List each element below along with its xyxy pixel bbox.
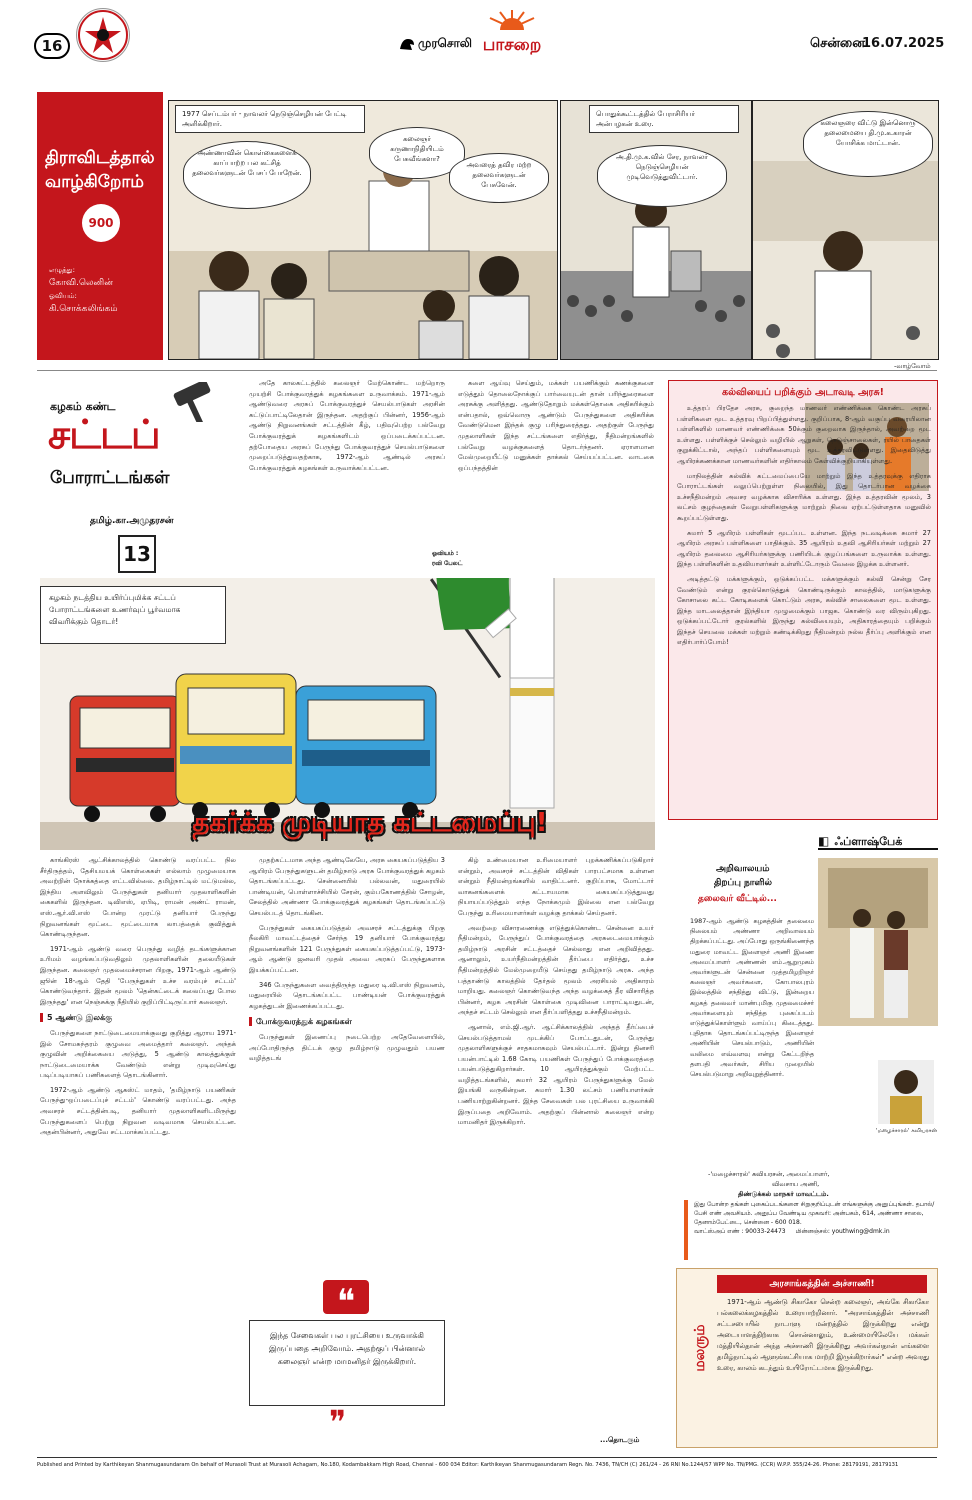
- paragraph: கிழ் உண்மையான உரிமையாளர் புறக்கணிக்கப்படுகிறார் என்றும், அவசரச் சட்டத்தின் விதிகள் பாரபட்சமாக உள்ளன என்றும் நீதிமன்றங்களில் வாதிட்டனர். குறிப்பாக, மோட்டார் வாகனங்களைக் கட்டாயமாக கையகப்படுத்துவது நியாயப்படுத்தும் எந்த நோக்கமும் இல்லை என பல்வேறு பேருந்து உரிமையாளர்கள் வழக்கு தாக்கல் செய்தனர்.: [458, 856, 654, 917]
- supplement-logo: [472, 8, 552, 54]
- comic-episode-badge: [82, 204, 120, 242]
- paragraph: 1972-ஆம் ஆண்டு ஆகஸ்ட் மாதம், 'தமிழ்நாடு பயணிகள் பேருந்து-ஒப்படைப்புச் சட்டம்' கொண்டு வரப்பட்டது. அந்த அவசரச் சட்டத்தின்படி, தனியார் முதலாளிகளிடமிருந்து பேருந்துகளைப் பெற்று நிறுவன வடிவமாக செயல்பட்டன. அதன்பின்னர், அதுவே சட்டமாக்கப்பட்டது.: [40, 1085, 236, 1137]
- sidebar-news-box: [668, 380, 938, 820]
- comic-panel-1: [168, 100, 558, 360]
- page-number-text: 16: [41, 37, 63, 55]
- feature-body-col-3: [458, 855, 654, 1430]
- email-address[interactable]: மின்னஞ்சல்: youthwing@dmk.in: [795, 1228, 890, 1235]
- sidebar-news-body: [677, 403, 931, 815]
- comic-bubble-1: அண்ணாவின் கொள்கைகளைக் காப்பாற்ற பல கட்சித் தலைவர்களுடன் பேசப் போறேன்.: [183, 141, 311, 209]
- comic-series-title: திராவிடத்தால் வாழ்கிறோம்: [45, 148, 155, 192]
- footer-imprint: Published and Printed by Karthikeyan Shanmugasundaram On behalf of Murasoli Trust at Murasoli Achagam, No.180, Kodambakkam High Road, Chennai - 600 034 Editor: Karthikeyan Shanmugasundaram Regn. No. 7436, TN/CH (C) 261/24 - 26 RNI No.1244/57 WPP No. TN/PMG. (CCR) W.P.P. 355/24-26. Phone: 28179191, 28179131: [37, 1457, 937, 1469]
- comic-bubble-4: அ.தி.மு.க.வில் சேர, நாவலர் நெடுஞ்செழியன் முடிவெடுத்துவிட்டார்.: [597, 145, 727, 207]
- sidebar-news-title: கல்வியைப் பறிக்கும் அடாவடி அரசு!: [722, 387, 884, 398]
- comic-bubble-2: கலைஞர் கருணாநிதியிடம் பேசுவீங்களா?: [369, 127, 465, 179]
- comic-title-box: [37, 92, 163, 360]
- flashback-photo: [818, 858, 938, 1026]
- comic-bubble-5: கலைஞரை விட்டு இன்னொரு தலைமையை தி.மு.க.காரன் யோசிக்க மாட்டான்.: [803, 111, 933, 177]
- flashback-invite: இது போன்ற தங்கள் புகைப்படங்களை சிறுகுறிப்புடன் எங்களுக்கு அனுப்புங்கள். தபால்/பேசி எண் அவசியம். அனுப்ப வேண்டிய முகவரி: அன்பகம், 614, அண்ணா சாலை, தேனாம்பேட்டை, சென்னை - 600 018.: [694, 1201, 935, 1226]
- paper-name: முரசொலி: [418, 36, 472, 50]
- flashback-portrait: [878, 1060, 934, 1124]
- flashback-header: [818, 830, 938, 850]
- comic-caption-1: 1977 செப்டம்பர் - நாவலர் நெடுஞ்செழியன் பேட்டி அளிக்கிறார்.: [175, 105, 365, 133]
- contact-row: [694, 1227, 938, 1236]
- comic-caption-2: பொதுக்கூட்டத்தில் பேராசிரியர் அன்பழகன் உரை.: [589, 105, 739, 133]
- subheading-transport-corporations: போக்குவரத்துக் கழகங்கள்: [249, 1017, 445, 1028]
- feature-continued: ...தொடரும்: [600, 1436, 640, 1444]
- paragraph: 346 பேருந்துகளை வைத்திருந்த மதுரை டி.வி.எஸ் நிறுவனம், மதுரையில் தொடங்கப்பட்ட பாண்டியன் போக்குவரத்துக் கழகத்துடன் இணைக்கப்பட்டது.: [249, 980, 445, 1010]
- flashback-credit-2: விவசாய அணி,: [772, 1180, 820, 1188]
- flashback-photo-caption: 'மழைச்சாரல்' கவியரசன்: [876, 1128, 937, 1134]
- feature-kicker: கழகம் கண்ட: [50, 400, 116, 413]
- whatsapp-number: வாட்ஸ்அப் எண் : 90033-24473: [694, 1228, 786, 1235]
- paragraph: பேருந்துகள் கையகப்படுத்தல் அவசரச் சட்டத்துக்கு பிறகு நீலகிரி மாவட்டத்தைச் சேர்ந்த 19 தனியார் போக்குவரத்து நிறுவனங்களின் 121 பேருந்துகள் கையகப்படுத்தப்பட்டு, 1973-ஆம் ஆண்டு ஜனவரி முதல் அவை அரசுப் பேருந்துகளாக இயக்கப்பட்டன.: [249, 923, 445, 974]
- flashback-title-1: அறிவாலயம்: [716, 864, 770, 874]
- part-number-badge: [118, 535, 156, 573]
- paragraph: மாநிலத்தின் கல்விக் கட்டமைப்பையே மாற்றும் இந்த உத்தரவுக்கு எதிராக போராட்டங்கள் வலுப்பெற்றுள்ள நிலையில், இது தொடர்பான வழக்கை உச்சநீதிமன்றம் அவசர வழக்காக விசாரிக்க உள்ளது. இந்த உத்தரவின் மூலம், 3 லட்சம் குழந்தைகள் வேறுபள்ளிகளுக்கு மாற்றும் நிலை ஏற்பட்டுள்ளதாக மனுவில் கூறப்பட்டுள்ளது.: [677, 471, 931, 522]
- paragraph: 1987-ஆம் ஆண்டு கழகத்தின் தலைமை நிலையம் அண்ணா அறிவாலயம் திறக்கப்பட்டது. அப்போது ஒருங்கிணைந்த மதுரை மாவட்ட இளைஞர் அணி இணை அமைப்பாளர் அண்ணன் எம்.ஆறுமுகம் அவர்களுடன் சென்னை முத்தமிழறிஞர் கலைஞர் அவர்களை, கோபாலபுரம் இல்லத்தில் சந்தித்து விட்டு, இன்றைய கழகத் தலைவர் மாண்புமிகு முதலமைச்சர் அவர்களையும் சந்தித்த புகைப்படம் எடுத்துக்கொள்ளும் வாய்ப்பு கிடைத்தது. புதிதாக தொடங்கப்பட்டிருந்த இளைஞர் அணியின் செயல்பாடும், அணியின் வலிமை எவ்வளவு என்று கேட்டறிந்த தளபதி அவர்கள், சிரிய முறையில் செயல்படுமாறு அறிவுறுத்தினார்.: [690, 917, 814, 1079]
- paragraph: அதே காலகட்டத்தில் கலைஞர் மேற்கொண்ட மற்றொரு முயற்சி போக்குவரத்துக் கழகங்களை உருவாக்கம். 1971-ஆம் ஆண்டுவரை அரசுப் போக்குவரத்துச் செயல்பாடுகள் அரசின் கட்டுப்பாட்டிலேதான் இருந்தன. அதற்குப் பின்னர், 1956-ஆம் ஆண்டு நிறுவனங்கள் சட்டத்தின் கீழ், பதிவுபெற்ற பல்வேறு போக்குவரத்துக் கழகங்களிடம் ஒப்படைக்கப்பட்டன. தற்போதைய அரசுப் பேருந்து போக்குவரத்துச் செயல்பாடுகளை முறைப்படுத்துவதற்காக, 1972-ஆம் ஆண்டில் அரசுப் போக்குவரத்துக் கழகங்கள் உருவாக்கப்பட்டன.: [249, 379, 445, 472]
- part-number-text: 13: [123, 542, 151, 566]
- paragraph: 1971-ஆம் ஆண்டு வரை பெருந்து வழித் தடங்களுக்கான உரிமம் வழங்கப்படுவதிலும் முதலாளிகளின் தலையீடுகள் இருந்தன. கலைஞர் முதலமைச்சரான பிறகு, 1971-ஆம் ஆண்டு ஜூன் 18-ஆம் தேதி 'பேருந்துகள் உச்ச வரம்புச் சட்டம்' கொண்டுவந்தார். இதன் மூலம் 'தென்கட்டைக் கலைப்பது போல இருந்தது' என நெஞ்சுக்கு நீதியில் குறிப்பிட்டிருப்பார் கலைஞர்.: [40, 944, 236, 1006]
- comic-writer: கோவி.லெனின்: [49, 278, 113, 288]
- feature-headline: தகர்க்க முடியாத கட்டமைப்பு!: [192, 808, 548, 838]
- feature-title-big: சட்டப்: [48, 412, 160, 458]
- rooster-icon: [398, 35, 416, 53]
- flashback-title-2: திறப்பு நாளில்: [714, 878, 772, 888]
- illustrator-label: ஓவியம் :: [432, 550, 459, 557]
- history-body: [717, 1297, 929, 1443]
- feature-top-col-1: [249, 378, 445, 538]
- flashback-credit-3: திண்டுக்கல் மாநகர் மாவட்டம்.: [738, 1190, 829, 1198]
- feature-intro-box: [40, 586, 226, 644]
- paragraph: உத்தரப் பிரதேச அரசு, குறைந்த மாணவர் எண்ணிக்கை கொண்ட அரசுப் பள்ளிகளை மூட உத்தரவு பிறப்பித்துள்ளது. குறிப்பாக, 8-ஆம் வகுப்பு வரையிலான பள்ளிகளில் மாணவர் எண்ணிக்கை 50க்கும் குறைவாக இருந்தால், அவற்றை மூட உள்ளது. பள்ளிக்குச் செல்லும் வழியில் ஆறுகள், நெடுஞ்சாலைகள், ரயில் பாதைகள் குறுக்கிட்டால், அந்தப் பள்ளிகளையும் மூட உத்தரவிட்டுள்ளது. இதைவிடுத்து ஆயிரக்கணக்கான மாணவர்களின் எதிர்காலம் கேள்விக்குறியாகியுள்ளது.: [677, 404, 931, 465]
- paragraph: காங்கிரஸ் ஆட்சிக்காலத்தில் கொண்டு வரப்பட்ட நில சீர்திருத்தம், தேசியமயக் கொள்கைகள் எல்லாம் முழுமையாக அவற்றின் நோக்கத்தை எட்டவில்லை. தமிழ்நாட்டில் மட்டுமல்ல, இந்திய அளவிலும் பேருந்துகள் தனியார் முதலாளிகளின் கைகளில் இருந்தன. டிவிஎஸ், ஏபிடி, ராமன் அண்ட் ராமன், எஸ்.ஆர்.வி.எஸ் போன்ற முரட்டு தனியார் பேருந்து நிறுவனங்கள் மூட்டை மூட்டையாக லாபத்தைக் குவித்துக் கொண்டிருந்தன.: [40, 856, 236, 939]
- history-title: அரசாங்கத்தின் அச்சாணி!: [717, 1275, 927, 1293]
- press-conference-illustration: [169, 101, 557, 359]
- rally-speech-illustration: [561, 101, 751, 359]
- paragraph: களை ஆய்வு செய்தும், மக்கள் பயணிக்கும் கணக்குகளை எடுத்தும் தொலைநோக்குப் பார்வையுடன் தான் பரிந்துரைகளை அரசுக்கு அளித்தது. ஆண்டுதோறும் மக்கள்தொகை அதிகரிக்கும் என்பதால், ஒவ்வொரு ஆண்டும் பேருந்துகளை அதிகரிக்க வேண்டுமென இந்தக் குழு பரிந்துரைத்தது. அதற்குள் பேருந்து முதலாளிகள் இந்த சட்டங்களை எதிர்த்து, நீதிமன்றங்களில் பல்வேறு வழக்குகளைத் தொடர்ந்தனர். ஏராளமான மேல்முறையீட்டு மனுக்கள் தாக்கல் செய்யப்பட்டன. வாடகை ஒப்பந்தத்தின்: [458, 379, 654, 472]
- supplement-name: பாசறை: [482, 35, 542, 55]
- comic-panel-3: [752, 100, 939, 360]
- pull-quote-box: [249, 1320, 445, 1406]
- feature-masthead: [40, 380, 240, 500]
- pull-quote: [249, 1280, 445, 1440]
- flashback-box: [668, 830, 938, 1240]
- comic-writer-label: எழுத்து:: [49, 266, 75, 274]
- paragraph: பேருந்துகள் இணைப்பு நடைபெற்ற அதேவேளையில், அப்போதிருந்த திட்டக் குழு தமிழ்நாடு முழுவதும் பயண வழித்தடங்: [249, 1032, 445, 1063]
- divider: [37, 370, 937, 371]
- comic-bubble-3: அவரைத் தவிர மற்ற தலைவர்களுடன் பேசுவேன்.: [449, 153, 549, 203]
- illustrator-name: ரவி பேலட்: [432, 560, 463, 567]
- subheading-five-year-target: 5 ஆண்டு இலக்கு: [40, 1013, 236, 1024]
- history-box: [676, 1268, 938, 1448]
- quote-open-icon: ❝: [323, 1280, 369, 1314]
- feature-title-small: போராட்டங்கள்: [50, 468, 170, 488]
- quote-close-icon: ❞: [329, 1403, 347, 1441]
- paragraph: அடித்தட்டு மக்களுக்கும், ஒடுக்கப்பட்ட மக்களுக்கும் கல்வி சென்று சேர வேண்டும் என்று குரல்கொடுத்துக் கொண்டிருக்கும் காலத்தில், மாடுகளுக்கு கோசாலை கட்ட கோடிகளைக் கொட்டும் அரசு, கல்விச் சாலைகளை மூட உள்ளது. இந்த மாடலைத்தான் இந்தியா முழுமைக்கும் பாஜக. கொண்டு வர விரும்புகிறது. ஒடுக்கப்பட்டோர் குரல்களில் இருந்து கல்வியையும், அதிகாரத்தையும் பறிக்கும் இந்தச் செயலை மக்கள் மற்றும் கண்டிக்கிறது நீதிமன்றம் நல்ல தீர்ப்பு அளிக்கும் என எதிர்பார்ப்போம்!: [677, 574, 931, 647]
- header-date: 16.07.2025: [862, 36, 945, 51]
- paragraph: ஆனால், எம்.ஜி.ஆர். ஆட்சிக்காலத்தில் அந்தத் தீர்ப்பைச் செயல்படுத்தாமல் முடக்கிப் போட்டதுடன், பேருந்து முதலாளிகளுக்குச் சாதகமாகவும் செயல்பட்டார். இன்று தினசரி பயன்பாட்டில் 1.68 கோடி பயணிகள் பேருந்துப் போக்குவரத்தை பயன்படுத்துகிறார்கள். 10 ஆயிரத்துக்கும் மேற்பட்ட வழித்தடங்களில், சுமார் 32 ஆயிரம் பேருந்துகளுக்கு மேல் இயங்கி வருகின்றன. சுமார் 1.30 லட்சம் பணியாளர்கள் பணியாற்றுகின்றனர். இந்த சேவைகள் பல புரட்சியை உருவாக்கி இருப்பதை அறிவோம். அதற்குப் பின்னால் கலைஞர் என்ற மாமனிதர் இருக்கிறார்.: [458, 1022, 654, 1127]
- page-header: [0, 0, 972, 58]
- logo-emblem-icon: [76, 8, 130, 62]
- feature-body-col-1: [40, 855, 236, 1435]
- feature-author: தமிழ்.கா.அமுதரசன்: [90, 516, 174, 526]
- comic-artist-label: ஓவியம்:: [49, 292, 77, 300]
- flashback-title-3: தலைவர் வீட்டில்...: [698, 894, 777, 904]
- sunrise-icon: [472, 8, 552, 30]
- history-side-label: மலரும்: [692, 1324, 708, 1372]
- flashback-label: ஃப்ளாஷ்பேக்: [834, 835, 903, 848]
- feature-top-col-2: [458, 378, 654, 538]
- paragraph: 1971-ஆம் ஆண்டு சிகாகோ சென்ற கலைஞர், அங்கே சிகாகோ பல்கலைக்கழகத்தில் உரையாற்றினார். "அரசாங்கத்தின் அச்சாணி சட்டசபையில் நாடாளு மன்றத்தில் இருக்கிறது என்று அடையாளத்திற்காக சொன்னாலும், உண்மையிலேயே மக்கள் மத்தியில்தான் அந்த அச்சாணி இருக்கிறது அவர்கள்தான் எங்களை தமிழ்நாட்டில் ஆளுங்கட்சியாக மாற்றி இருக்கிறார்கள்" என்ற அவரது உரை, காலம் கடந்தும் உயிரோட்டமாக இருக்கிறது.: [717, 1298, 929, 1372]
- camera-icon: ◧: [818, 834, 830, 848]
- flashback-invite-box: [684, 1200, 938, 1260]
- comic-episode-number: 900: [88, 216, 114, 230]
- comic-continued: -வாழ்வோம்: [894, 362, 931, 370]
- paragraph: அவற்றை விசாரணைக்கு எடுத்துக்கொண்ட சென்னை உயர் நீதிமன்றம், பேருந்துப் போக்குவரத்தை அரசுடைமையாக்கும் தமிழ்நாடு அரசின் சட்டத்தைச் செல்லாது என அறிவித்தது. ஆனாலும், உயர்நீதிமன்றத்தின் தீர்ப்பை எதிர்த்து, உச்ச நீதிமன்றத்தில் மேல்முறையீடு செய்தது தமிழ்நாடு அரசு. அந்த பத்தாண்டு காலத்தில் தேர்தல் மூலம் அரசியல் அதிகாரம் மாறியது. கலைஞர் கொண்டுவந்த அந்த வழக்கைத் தீர விசாரித்த பின்னர், கழக அரசின் கொள்கை முடிவினை பாராட்டியதுடன், அந்தச் சட்டம் செல்லும் என தீர்ப்பளித்தது உச்சநீதிமன்றம்.: [458, 923, 654, 1017]
- header-city: சென்னை: [810, 36, 865, 51]
- page-number: [34, 33, 70, 59]
- paragraph: சுமார் 5 ஆயிரம் பள்ளிகள் மூடப்பட உள்ளன. இந்த நடவடிக்கை சுமார் 27 ஆயிரம் அரசுப் பள்ளிகளை பாதிக்கும். 35 ஆயிரம் உதவி ஆசிரியர்கள் மற்றும் 27 ஆயிரம் தலைமை ஆசிரியர்களுக்கு பணியிடக் குழப்பங்களை உருவாக்க உள்ளது. இந்த பள்ளிகளின் உதவியாளர்கள் உள்ளிட்டோரும் வேலை இழக்க உள்ளனர்.: [677, 528, 931, 569]
- flashback-credit-1: -'மழைச்சாரல்' கவியரசன், அமைப்பாளர்,: [708, 1170, 830, 1178]
- flashback-body: [690, 916, 814, 1162]
- feature-intro: கழகம் நடத்திய உயிர்ப்புமிக்க சட்டப் போராட்டங்களை உணர்வுப் பூர்வமாக விவரிக்கும் தொடர்!: [49, 593, 181, 626]
- paragraph: முதற்கட்டமாக அந்த ஆண்டிலேயே, அரசு கையகப்படுத்திய 3 ஆயிரம் பேருந்துகளுடன் தமிழ்நாடு அரசு போக்குவரத்துக் கழகம் தொடங்கப்பட்டது. சென்னையில் பல்லவன், மதுரையில் பாண்டியன், பொள்ளாச்சியில் சேரன், கும்பகோணத்தில் சோழன், சேலத்தில் அண்ணா போக்குவரத்துக் கழகங்கள் தொடங்கப்பட்டு செயல்படத் தொடங்கின.: [249, 856, 445, 917]
- paragraph: பேருந்துகளை நாட்டுடைமையாக்குவது குறித்து ஆராய 1971-இல் சோமசுந்தரம் குழுவை அமைத்தார் கலைஞர். அந்தக் குழுவின் அறிக்கையை அடுத்து, 5 ஆண்டு காலத்துக்குள் நாட்டுடைமையாக்க வேண்டும் என்று முடிவுசெய்து படிப்படியாகப் பணிகளைத் தொடங்கினார்.: [40, 1028, 236, 1080]
- comic-artist: கி.சொக்கலிங்கம்: [49, 304, 118, 314]
- pull-quote-text: இந்த சேவைகள் பல புரட்சியை உருவாக்கி இருப்பதை அறிவோம். அதற்குப் பின்னால் கலைஞர் என்ற மாமனிதர் இருக்கிறார்.: [269, 1331, 425, 1366]
- comic-panel-2: [560, 100, 752, 360]
- gavel-icon: [170, 382, 230, 422]
- feature-body-col-2: [249, 855, 445, 1255]
